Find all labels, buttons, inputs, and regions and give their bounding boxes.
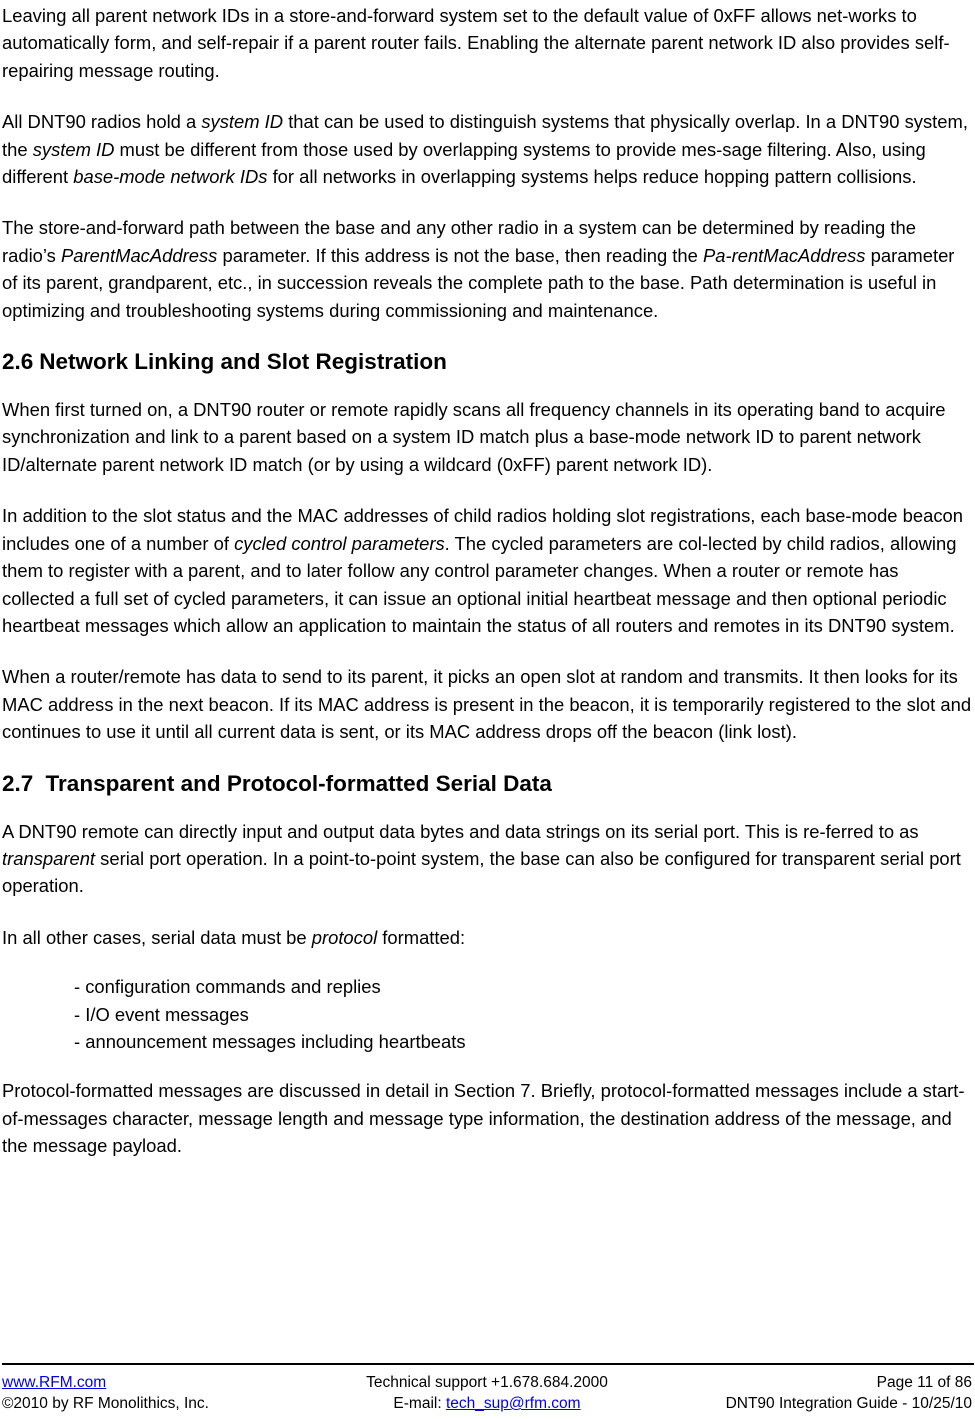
paragraph-text: When first turned on, a DNT90 router or remote rapidly scans all frequency channels in its operating band to acquire synchronization and link to a parent based on a system ID match plus a base-mode network ID to parent network ID/alternate parent network ID match (or by using a wildcard (0xFF) parent network ID). (2, 399, 946, 475)
paragraph-text: When a router/remote has data to send to its parent, it picks an open slot at random and transmits. It then looks for its MAC address in the next beacon. If its MAC address is present in the beacon, it is temporarily registered to the slot and continues to use it until all current data is sent, or its MAC address drops off the beacon (link lost). (2, 666, 972, 743)
text-run: parameter of its parent, grandparent, etc., in succession reveals the complete path to the base. Path determination is useful in optimizing and troubleshooting systems during commissioning and maintenance. (2, 244, 955, 321)
paragraph-parent-network-ids (2, 2, 972, 84)
italic-term-parent-mac-address: ParentMacAddress (60, 244, 218, 266)
email-link[interactable]: tech_sup@rfm.com (445, 1395, 581, 1412)
copyright-text: ©2010 by RF Monolithics, Inc. (2, 1395, 209, 1412)
list-item: - announcement messages including heartbeats (74, 1030, 466, 1052)
italic-term-parent-mac-address: Pa-rentMacAddress (702, 244, 866, 266)
footer-divider (2, 1363, 974, 1365)
paragraph-system-id (2, 108, 972, 190)
paragraph-protocol-formatted (2, 924, 972, 951)
italic-term-cycled-control-parameters: cycled control parameters (234, 532, 445, 554)
section-number: 2.7 (2, 770, 34, 796)
paragraph-slot-registration (2, 663, 972, 745)
list-item: - configuration commands and replies (74, 976, 381, 998)
paragraph-text: Protocol-formatted messages are discussed in detail in Section 7. Briefly, protocol-formatted messages include a start-of-messages character, message length and message type information, the destination address of the message, and the message payload. (2, 1080, 965, 1157)
section-number: 2.6 (2, 349, 34, 375)
document-title-text: DNT90 Integration Guide - 10/25/10 (725, 1395, 972, 1412)
text-run: that can be used to distinguish systems that physically overlap. In a DNT90 system, the (2, 111, 968, 160)
text-run: In addition to the slot status and the MAC addresses of child radios holding slot registrations, each base-mode beacon includes one of a number of (2, 505, 963, 554)
email-label: E-mail: (393, 1395, 446, 1412)
italic-term-protocol: protocol (311, 926, 378, 948)
text-run: . The cycled parameters are col-lected by child radios, allowing them to register with a parent, and to later follow any control parameter changes. When a router or remote has collected a full set of cycled parameters, it can issue an optional initial heartbeat message and then optional periodic heartbeat messages which allow an application to maintain the status of all routers and remotes in its DNT90 system. (2, 532, 957, 636)
paragraph-protocol-details (2, 1077, 972, 1159)
section-title: Transparent and Protocol-formatted Serial Data (45, 770, 552, 796)
paragraph-store-and-forward-path (2, 214, 972, 324)
text-run: In all other cases, serial data must be (2, 926, 312, 948)
paragraph-cycled-control-parameters (2, 502, 972, 639)
italic-term-system-id: system ID (201, 111, 284, 133)
paragraph-transparent-serial (2, 818, 972, 900)
section-title: Network Linking and Slot Registration (39, 349, 447, 375)
page-number-text: Page 11 of 86 (876, 1374, 972, 1391)
paragraph-text: Leaving all parent network IDs in a store-and-forward system set to the default value of 0xFF allows net-works to automatically form, and self-repair if a parent router fails. Enabling the alternate parent network ID also provides self-repairing message routing. (2, 5, 950, 81)
italic-term-transparent: transparent (2, 847, 96, 869)
section-heading-2-7 (2, 770, 972, 798)
text-run: serial port operation. In a point-to-point system, the base can also be configured for transparent serial port operation. (2, 847, 961, 897)
page-footer (2, 1372, 972, 1416)
italic-term-system-id: system ID (32, 138, 115, 160)
text-run: must be different from those used by overlapping systems to provide mes-sage filtering. Also, using different (2, 138, 926, 188)
text-run: formatted: (377, 926, 466, 948)
text-run: parameter. If this address is not the base, then reading the (217, 244, 703, 266)
support-phone-text: Technical support +1.678.684.2000 (366, 1374, 608, 1391)
text-run: for all networks in overlapping systems helps reduce hopping pattern collisions. (267, 166, 917, 188)
list-item: - I/O event messages (74, 1003, 249, 1025)
section-heading-2-6 (2, 348, 972, 376)
footer-right (726, 1372, 972, 1414)
text-run: The store-and-forward path between the base and any other radio in a system can be determined by reading the radio’s (2, 217, 916, 266)
text-run: All DNT90 radios hold a (2, 111, 202, 133)
text-run: A DNT90 remote can directly input and output data bytes and data strings on its serial port. This is re-ferred to as (2, 820, 919, 842)
italic-term-base-mode-network-ids: base-mode network IDs (73, 166, 268, 188)
paragraph-network-linking (2, 396, 972, 478)
protocol-message-list (2, 973, 972, 1055)
website-link[interactable]: www.RFM.com (2, 1374, 107, 1391)
body-text (2, 2, 972, 1184)
